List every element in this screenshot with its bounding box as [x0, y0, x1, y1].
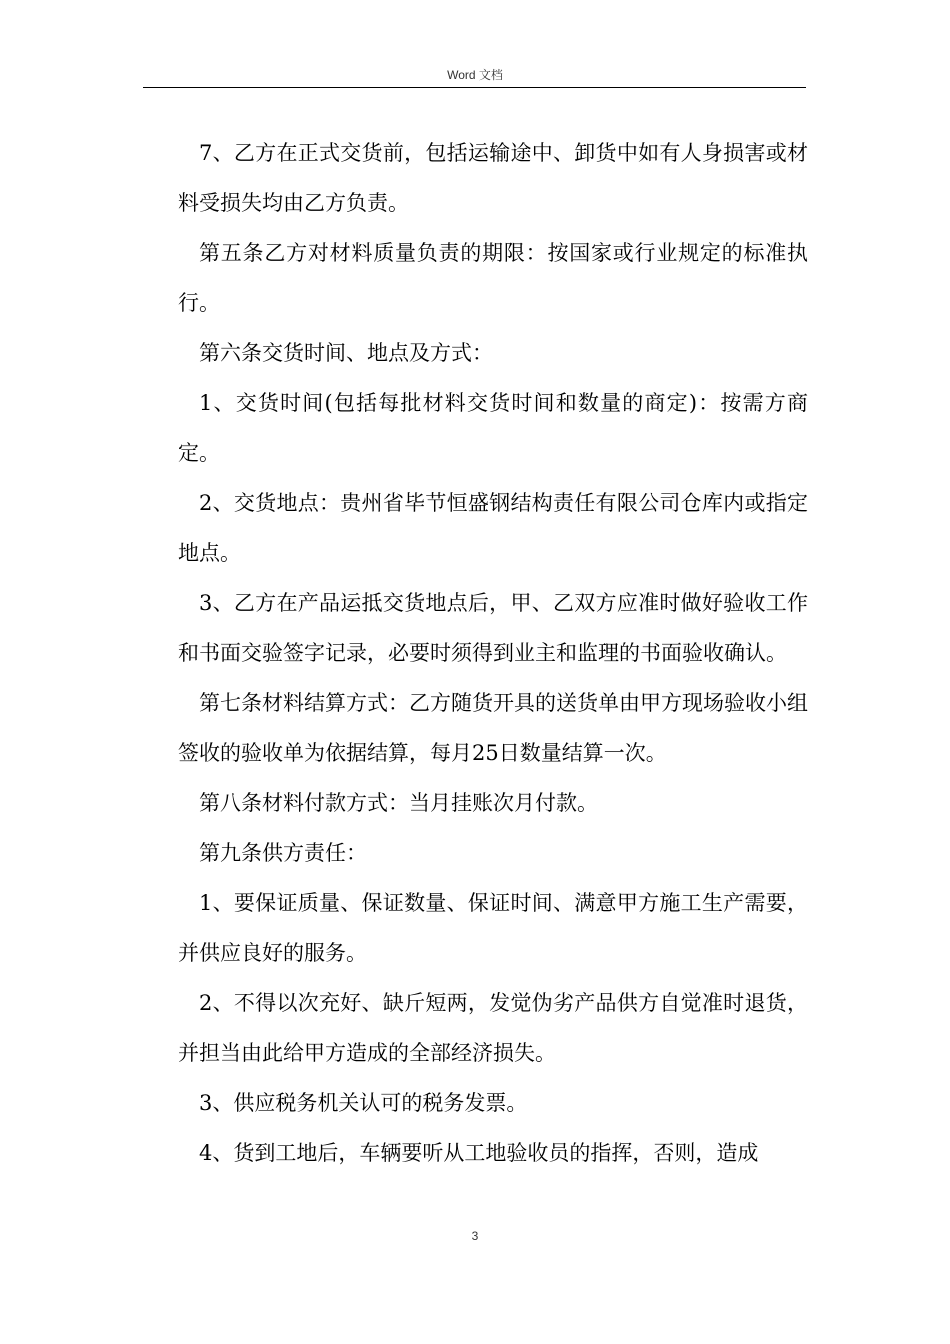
paragraph-supplier-duty-4: 4、货到工地后，车辆要听从工地验收员的指挥，否则，造成	[199, 1141, 759, 1165]
paragraph-delivery-location: 2、交货地点：贵州省毕节恒盛钢结构责任有限公司仓库内或指定地点。	[178, 491, 808, 565]
page-header-title: Word 文档	[447, 68, 503, 82]
paragraph-article-6: 第六条交货时间、地点及方式：	[199, 341, 493, 365]
paragraph-clause-7: 7、乙方在正式交货前，包括运输途中、卸货中如有人身损害或材料受损失均由乙方负责。	[178, 141, 808, 215]
paragraph-delivery-time: 1、交货时间(包括每批材料交货时间和数量的商定)：按需方商定。	[178, 391, 808, 465]
paragraph-supplier-duty-1: 1、要保证质量、保证数量、保证时间、满意甲方施工生产需要，并供应良好的服务。	[178, 891, 808, 965]
paragraph-article-5: 第五条乙方对材料质量负责的期限：按国家或行业规定的标准执行。	[178, 241, 808, 315]
paragraph-supplier-duty-2: 2、不得以次充好、缺斤短两，发觉伪劣产品供方自觉准时退货，并担当由此给甲方造成的全部经济损失。	[178, 991, 808, 1065]
paragraph-article-7: 第七条材料结算方式：乙方随货开具的送货单由甲方现场验收小组签收的验收单为依据结算，每月25日数量结算一次。	[178, 691, 808, 765]
paragraph-supplier-duty-3: 3、供应税务机关认可的税务发票。	[199, 1091, 528, 1115]
paragraph-acceptance: 3、乙方在产品运抵交货地点后，甲、乙双方应准时做好验收工作和书面交验签字记录，必要时须得到业主和监理的书面验收确认。	[178, 591, 808, 665]
header-divider	[143, 87, 806, 88]
document-body	[178, 128, 808, 1178]
paragraph-article-8: 第八条材料付款方式：当月挂账次月付款。	[199, 791, 598, 815]
paragraph-article-9: 第九条供方责任：	[199, 841, 367, 865]
page-number: 3	[471, 1229, 479, 1243]
